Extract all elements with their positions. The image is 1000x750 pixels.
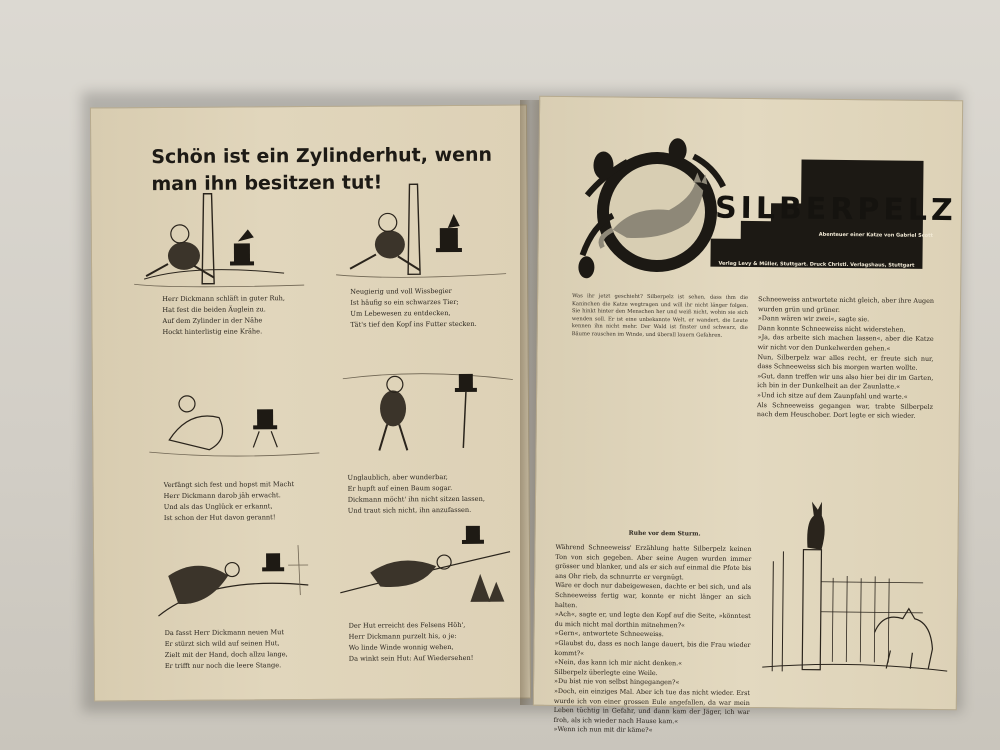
verse-line: Herr Dickmann darob jäh erwacht. bbox=[163, 491, 281, 501]
illustration-hat-running bbox=[149, 369, 320, 470]
verse-line: Und traut sich nicht, ihn anzufassen. bbox=[347, 505, 472, 515]
sleeping-man-drawing bbox=[134, 193, 305, 294]
verse-4 bbox=[347, 471, 537, 516]
story-subtitle: Abenteuer einer Katze von Gabriel Scott bbox=[818, 231, 933, 239]
story-line: »Wenn ich nun mit dir käme?« bbox=[553, 725, 653, 735]
verse-line: Da winkt sein Hut: Auf Wiedersehen! bbox=[348, 653, 474, 663]
verse-2 bbox=[350, 285, 540, 330]
story-line: »Gern«, antwortete Schneeweiss. bbox=[554, 629, 664, 639]
verse-line: Herr Dickmann purzelt his, o je: bbox=[348, 631, 457, 641]
verse-line: Ist schon der Hut davon gerannt! bbox=[163, 513, 276, 523]
verse-line: Zielt mit der Hand, doch allzu lange, bbox=[164, 650, 288, 660]
illustration-hat-on-tree bbox=[343, 358, 514, 459]
story-line: »Glaubst du, dass es noch lange dauert, bis die Frau wieder kommt?« bbox=[554, 638, 751, 657]
intro-column-right bbox=[757, 295, 934, 422]
verse-line: Dickmann möcht' ihn nicht sitzen lassen, bbox=[347, 494, 485, 504]
verse-line: Herr Dickmann schläft in guter Ruh, bbox=[162, 294, 286, 304]
story-line: »Du bist nie von selbst hingegangen?« bbox=[554, 677, 680, 687]
verse-line: Er trifft nur noch die leere Stange. bbox=[164, 661, 282, 671]
story-line: »Ach«, sagte er, und legte den Kopf auf die Seite, »könntest du mich nicht mal dorthin mitnehmen?« bbox=[554, 610, 751, 630]
hat-running-drawing bbox=[149, 369, 320, 470]
silberpelz-title: SILBERPELZ bbox=[714, 190, 957, 229]
man-grabbing-drawing bbox=[148, 525, 319, 626]
verse-3 bbox=[164, 479, 354, 524]
verse-line: Und als das Unglück er erkannt, bbox=[163, 502, 273, 512]
story-line: Wäre er doch nur dabeigewesen, dachte er bei sich, und als Schneeweiss fertig war, konnte er nicht länger an sich halten. bbox=[554, 581, 752, 609]
story-column bbox=[553, 542, 752, 735]
illustration-crow-hat bbox=[335, 184, 506, 285]
verse-line: Der Hut erreicht des Felsens Höh', bbox=[348, 620, 466, 630]
section-heading: Ruhe vor dem Sturm. bbox=[628, 529, 701, 538]
publisher-line: Verlag Levy & Müller, Stuttgart. Druck Christl. Verlagshaus, Stuttgart bbox=[718, 260, 915, 269]
story-line: Silberpelz überlegte eine Weile. bbox=[554, 667, 658, 677]
story-line: »Nein, das kann ich mir nicht denken.« bbox=[554, 658, 683, 668]
verse-5 bbox=[165, 627, 355, 672]
verse-line: Er stürzt sich wild auf seinen Hut, bbox=[164, 639, 280, 649]
illustration-man-falling bbox=[340, 512, 511, 613]
left-page bbox=[90, 104, 531, 701]
intro-line: »Ja, das arbeite sich machen lassen«, aber die Katze wir nicht vor den Dunkelwerden gehen.« bbox=[757, 333, 934, 353]
left-page-title: Schön ist ein Zylinderhut, wenn man ihn besitzen tut! bbox=[151, 143, 493, 196]
story-line: Während Schneeweiss' Erzählung hatte Silberpelz keinen Ton von sich gegeben. Aber seine Augen wurden immer grösser und blanker, und als er sich auf einmal die Pfote bis ans Ohr rieb, da schnurrte er vergnügt. bbox=[555, 542, 752, 582]
verse-line: Ist häufig so ein schwarzes Tier; bbox=[350, 297, 459, 307]
right-page bbox=[533, 96, 963, 735]
verse-line: Hockt hinterlistig eine Krähe. bbox=[162, 327, 263, 337]
verse-6 bbox=[349, 619, 539, 664]
illustration-sleeping-man bbox=[134, 193, 305, 294]
verse-line: Verfängt sich fest und hopst mit Macht bbox=[163, 480, 295, 490]
verse-line: Tät's tief den Kopf ins Futter stecken. bbox=[350, 319, 477, 329]
intro-column-left bbox=[570, 293, 748, 525]
verse-line: Neugierig und voll Wissbegier bbox=[350, 287, 452, 296]
hat-on-post-drawing bbox=[343, 358, 514, 459]
cat-dog-fence-drawing bbox=[762, 471, 949, 673]
man-falling-drawing bbox=[340, 512, 511, 613]
verse-line: Wo linde Winde wonnig wehen, bbox=[348, 643, 454, 652]
cat-and-dog-illustration bbox=[762, 471, 949, 673]
verse-line: Unglaublich, aber wunderbar, bbox=[347, 473, 448, 482]
verse-line: Da fasst Herr Dickmann neuen Mut bbox=[164, 628, 285, 638]
intro-line: Nun, Silberpelz war alles recht, er freute sich nur, dass Schneeweiss sich bis morgen warten wollte. bbox=[757, 352, 934, 372]
intro-paragraph: Was ihr jetzt geschieht? Silberpelz ist sehen, dass ihm die Kaninchen die Katze wegtragen und will ihr nicht länger folgen. Sie hinkt hinter den Menschen her und weiß nicht, wohin sie sich wenden soll. Er ist eine unbekannte Welt, er wandert, die Leute kennen ihn nicht mehr. Der Wald ist finster und schwarz, die Bäume rauschen im Winde, und überall lauern Gefahren. bbox=[571, 293, 749, 339]
verse-line: Auf dem Zylinder in der Nähe bbox=[162, 316, 263, 326]
crow-in-hat-drawing bbox=[335, 184, 506, 285]
intro-line: »Und ich sitze auf dem Zaunpfahl und warte.« bbox=[757, 391, 908, 401]
intro-line: »Gut, dann treffen wir uns also hier bei dir im Garten, ich bin in der Dunkelheit an der Zaunlatte.« bbox=[757, 371, 934, 391]
intro-line: Als Schneeweiss gegangen war, trabte Silberpelz nach dem Heuschober. Dort legte er sich wieder. bbox=[756, 400, 934, 420]
story-line: »Doch, ein einziges Mal. Aber ich tue das nicht wieder. Erst wurde ich von einer grossen Eule angefallen, da war mein Leben tüchtig in Gefahr, und dann kam der Jäger, ich war froh, als ich wieder nach Hause kam.« bbox=[553, 686, 751, 725]
illustration-man-grabbing bbox=[148, 525, 319, 626]
verse-line: Er hupft auf einen Baum sogar. bbox=[347, 484, 453, 493]
verse-1 bbox=[162, 293, 352, 338]
verse-line: Hat fest die beiden Äuglein zu. bbox=[162, 305, 266, 315]
intro-line: Dann konnte Schneeweiss nicht widerstehen. bbox=[757, 323, 906, 334]
intro-line: Schneeweiss antwortete nicht gleich, aber ihre Augen wurden grün und grüner. bbox=[757, 295, 935, 314]
intro-line: »Dann wären wir zwei«, sagte sie. bbox=[757, 314, 870, 324]
verse-line: Um Lebewesen zu entdecken, bbox=[350, 309, 451, 318]
